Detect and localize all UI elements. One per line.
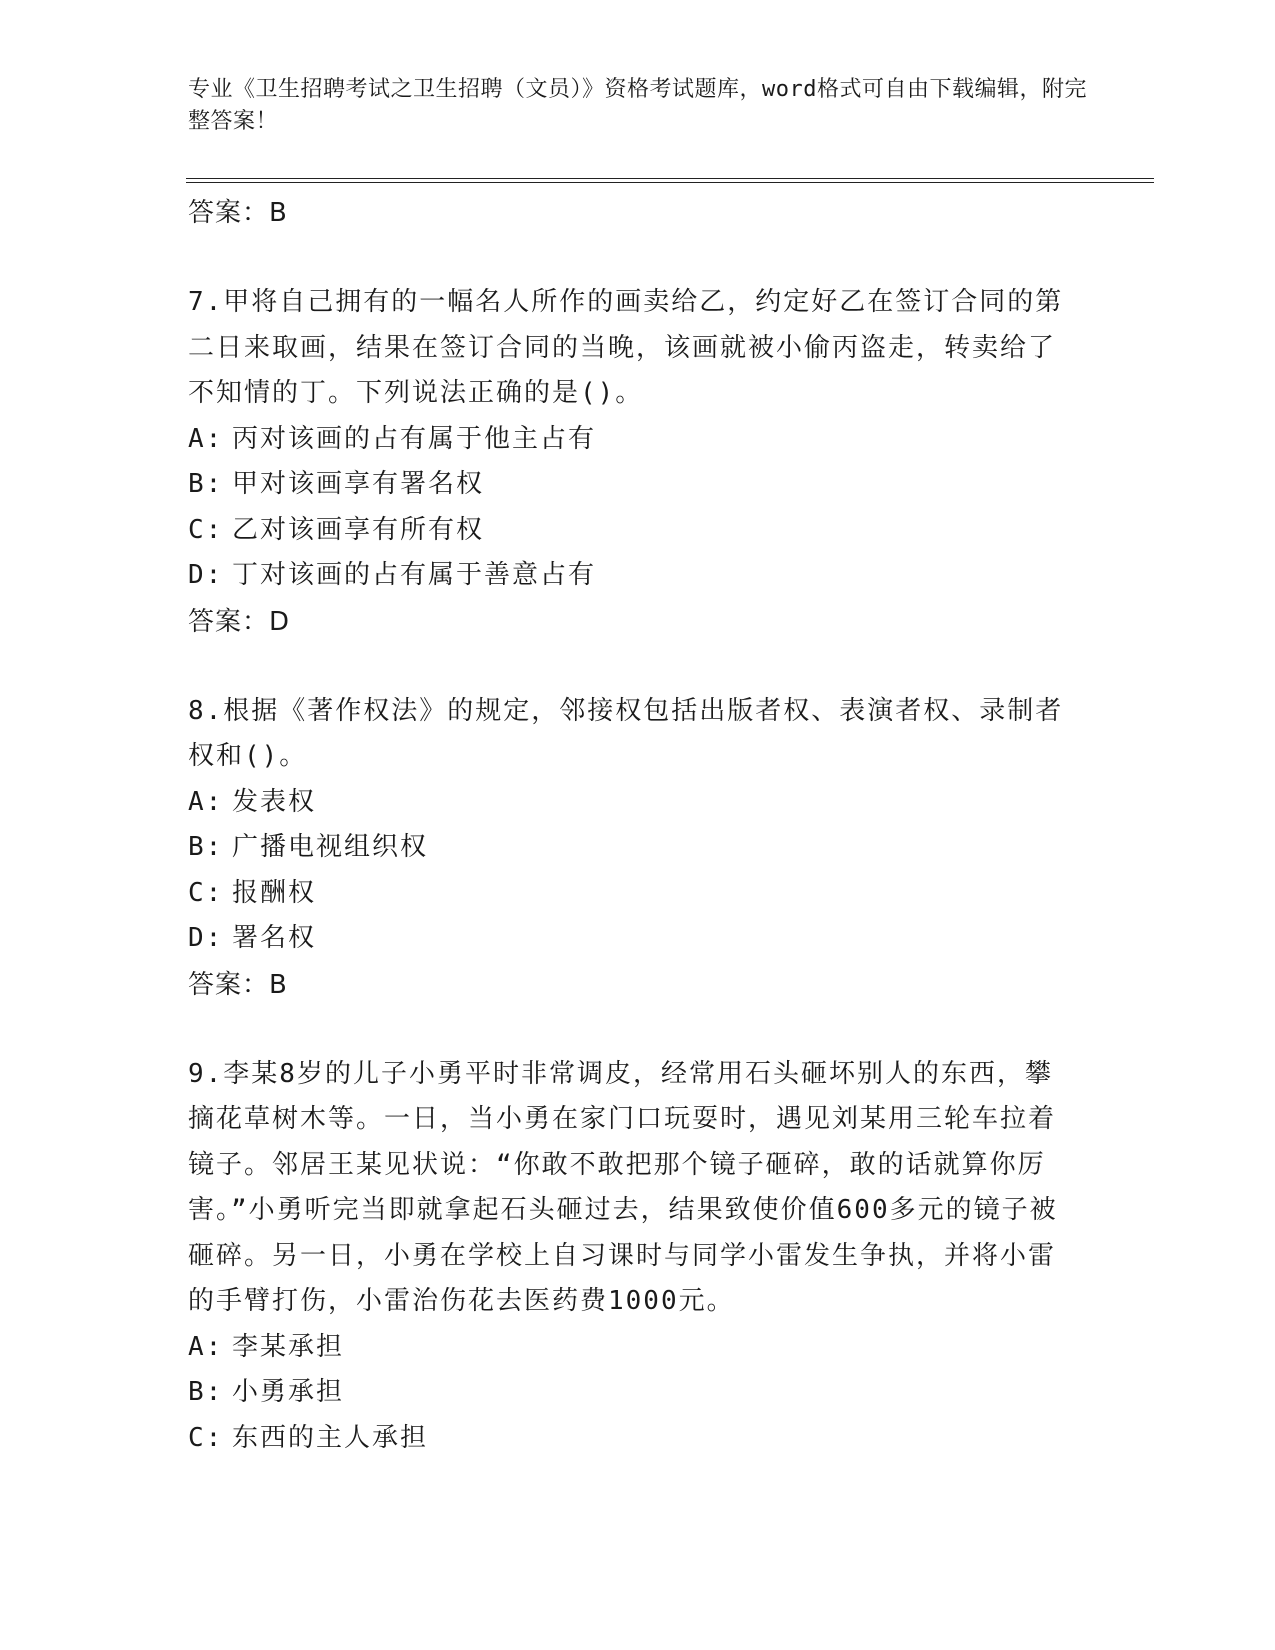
question-text: 8.根据《著作权法》的规定，邻接权包括出版者权、表演者权、录制者权和()。 xyxy=(188,695,1064,771)
question-7 xyxy=(188,280,1068,645)
option-text: 东西的主人承担 xyxy=(232,1422,429,1453)
option-letter: C: xyxy=(188,1422,224,1453)
option-letter: D: xyxy=(188,560,224,590)
question-text: 7.甲将自己拥有的一幅名人所作的画卖给乙，约定好乙在签订合同的第二日来取画，结果在签订合同的当晚，该画就被小偷丙盗走，转卖给了不知情的丁。下列说法正确的是()。 xyxy=(188,287,1064,408)
answer: 答案：B xyxy=(188,969,288,1000)
option-d xyxy=(188,553,1068,599)
option-text: 乙对该画享有所有权 xyxy=(232,514,485,545)
option-letter: B: xyxy=(188,469,224,499)
option-text: 发表权 xyxy=(232,786,317,817)
document-header xyxy=(188,74,1088,138)
option-b xyxy=(188,462,1068,508)
option-letter: A: xyxy=(188,786,224,817)
answer: 答案：D xyxy=(188,606,291,637)
option-letter: C: xyxy=(188,514,224,545)
question-text: 9.李某8岁的儿子小勇平时非常调皮，经常用石头砸坏别人的东西，攀摘花草树木等。一日，当小勇在家门口玩耍时，遇见刘某用三轮车拉着镜子。邻居王某见状说：“你敢不敢把那个镜子砸碎，敢的话就算你厉害。”小勇听完当即就拿起石头砸过去，结果致使价值600多元的镜子被砸碎。另一日，小勇在学校上自习课时与同学小雷发生争执，并将小雷的手臂打伤，小雷治伤花去医药费1000元。 xyxy=(188,1058,1058,1316)
option-a xyxy=(188,780,1068,826)
option-letter: A: xyxy=(188,1331,224,1362)
option-text: 丁对该画的占有属于善意占有 xyxy=(232,560,597,590)
option-text: 署名权 xyxy=(232,923,317,953)
option-letter: C: xyxy=(188,877,224,908)
option-letter: B: xyxy=(188,1377,224,1407)
option-letter: D: xyxy=(188,923,224,953)
header-text: 专业《卫生招聘考试之卫生招聘（文员）》资格考试题库，word格式可自由下载编辑，附完整答案！ xyxy=(188,77,1087,134)
option-c xyxy=(188,871,1068,917)
option-c xyxy=(188,1416,1068,1462)
option-b xyxy=(188,825,1068,871)
question-9 xyxy=(188,1052,1068,1462)
option-text: 小勇承担 xyxy=(232,1377,345,1407)
option-text: 李某承担 xyxy=(232,1331,345,1362)
header-rule-bottom xyxy=(186,182,1154,183)
option-c xyxy=(188,508,1068,554)
option-a xyxy=(188,1325,1068,1371)
option-text: 甲对该画享有署名权 xyxy=(232,469,485,499)
option-text: 广播电视组织权 xyxy=(232,832,429,862)
option-d xyxy=(188,916,1068,962)
question-list xyxy=(188,190,1068,1461)
option-a xyxy=(188,417,1068,463)
option-b xyxy=(188,1370,1068,1416)
question-8 xyxy=(188,689,1068,1008)
option-letter: A: xyxy=(188,423,224,454)
option-text: 报酬权 xyxy=(232,877,317,908)
previous-answer: 答案：B xyxy=(188,198,288,228)
option-letter: B: xyxy=(188,832,224,862)
option-text: 丙对该画的占有属于他主占有 xyxy=(232,423,597,454)
header-rule-top xyxy=(186,178,1154,179)
